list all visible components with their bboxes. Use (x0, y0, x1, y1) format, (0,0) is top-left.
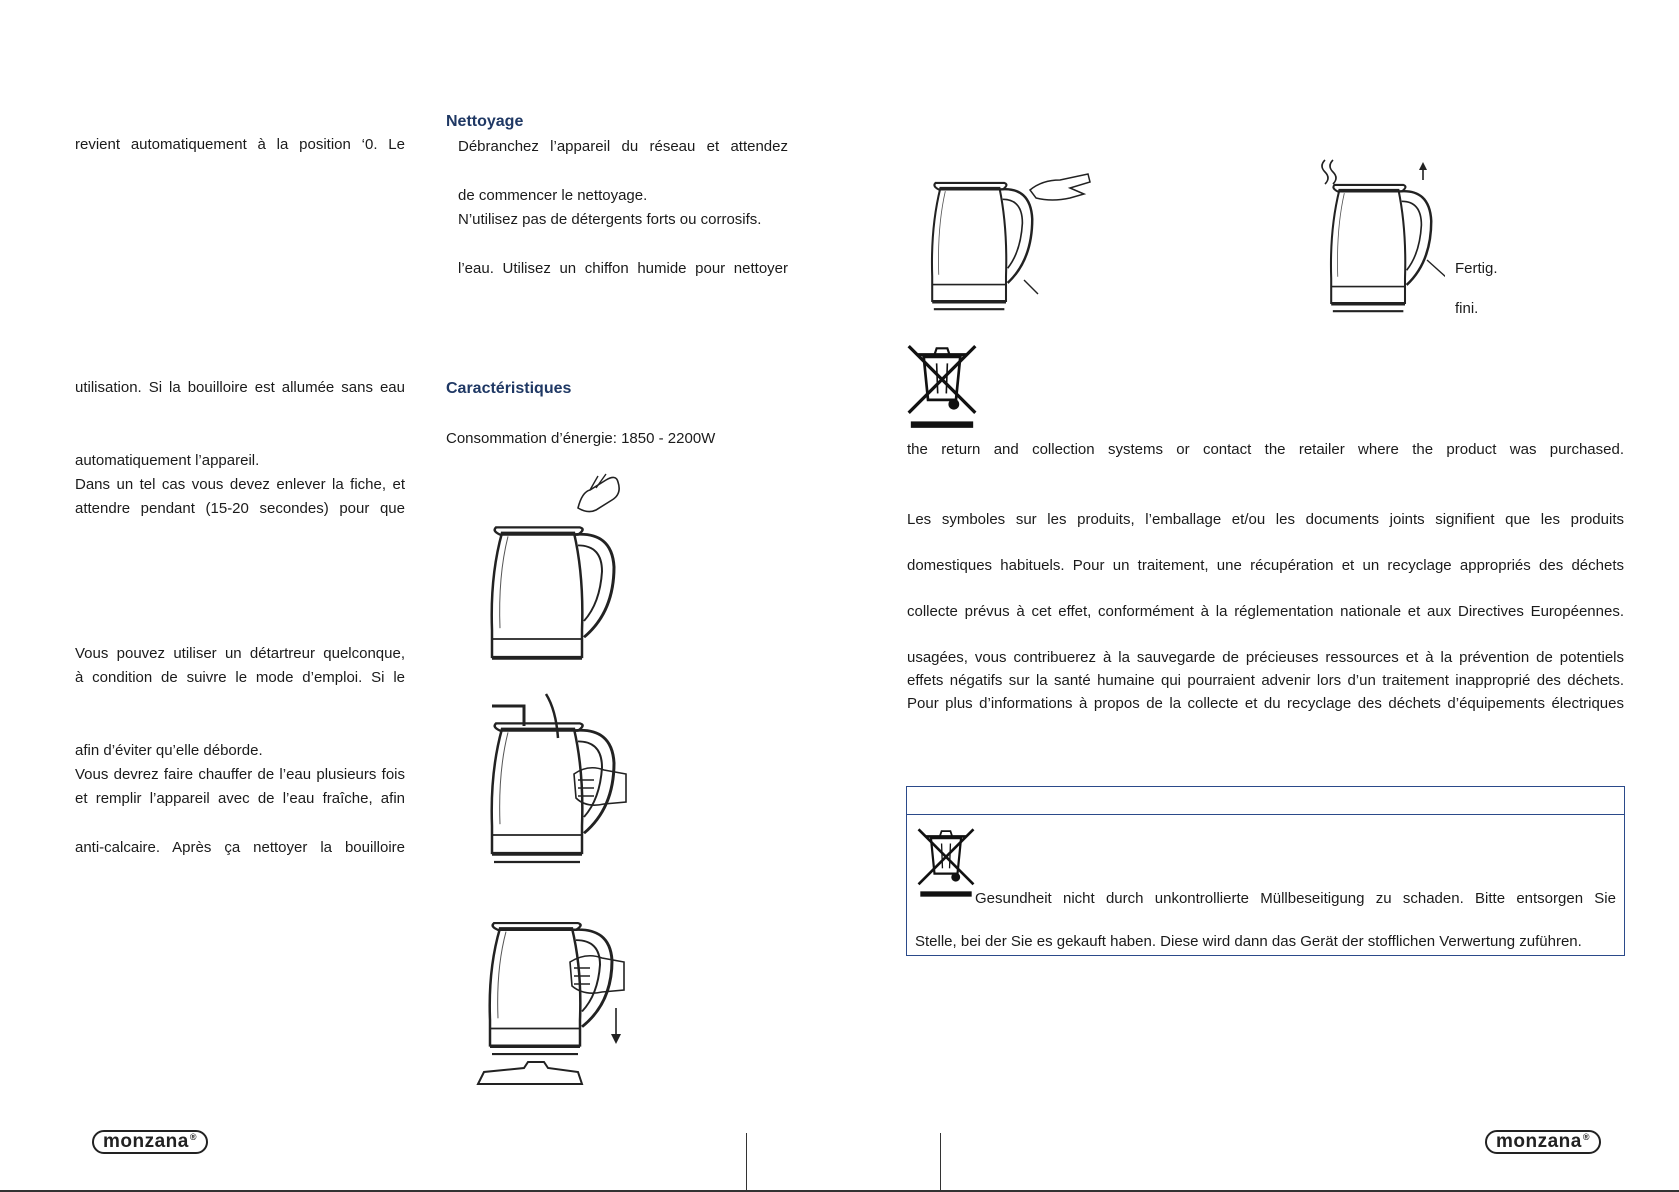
weee-french-line: effets négatifs sur la santé humaine qui pourraient advenir lors d’un traitement inapproprié des déchets. (907, 672, 1624, 689)
text-line: utilisation. Si la bouilloire est allumée sans eau (75, 379, 405, 396)
power-spec: Consommation d’énergie: 1850 - 2200W (446, 430, 716, 447)
label-done-de: Fertig. (1455, 260, 1498, 277)
weee-french-line: Pour plus d’informations à propos de la collecte et du recyclage des déchets d’équipements électriques (907, 695, 1624, 712)
text-line: N’utilisez pas de détergents forts ou corrosifs. (458, 211, 762, 228)
page-separator (746, 1133, 747, 1192)
box-text-line: Stelle, bei der Sie es gekauft haben. Diese wird dann das Gerät der stofflichen Verwertung zuführen. (915, 933, 1582, 950)
weee-english-line: the return and collection systems or contact the retailer where the product was purchased. (907, 441, 1624, 458)
arrow-icon (611, 1008, 621, 1044)
hand-illustration (1030, 174, 1090, 200)
label-done-fr: fini. (1455, 300, 1479, 317)
arrow-icon (1419, 162, 1427, 180)
text-line: Dans un tel cas vous devez enlever la fiche, et (75, 476, 405, 493)
kettle-illustration (474, 912, 644, 1092)
crossed-out-wheelie-bin-icon (904, 344, 980, 435)
brand-logo: monzana® (1485, 1130, 1601, 1154)
german-disposal-box (906, 786, 1625, 956)
text-line: anti-calcaire. Après ça nettoyer la bouilloire (75, 839, 405, 856)
box-text-line: Gesundheit nicht durch unkontrollierte Müllbeseitigung zu schaden. Bitte entsorgen Sie (975, 890, 1616, 907)
text-line: automatiquement l’appareil. (75, 452, 260, 469)
heading-features: Caractéristiques (446, 380, 572, 397)
text-line: Vous pouvez utiliser un détartreur quelconque, (75, 645, 405, 662)
weee-french-line: Les symboles sur les produits, l’emballage et/ou les documents joints signifient que les produits (907, 511, 1624, 528)
text-line: de commencer le nettoyage. (458, 187, 648, 204)
kettle-base (478, 1062, 582, 1084)
hand-illustration (578, 474, 619, 512)
kettle-illustration (476, 690, 646, 880)
box-divider (907, 814, 1624, 815)
text-line: et remplir l’appareil avec de l’eau fraîche, afin (75, 790, 405, 807)
text-line: attendre pendant (15-20 secondes) pour que (75, 500, 405, 517)
crossed-out-wheelie-bin-icon (915, 827, 977, 904)
weee-french-line: domestiques habituels. Pour un traitement, une récupération et un recyclage appropriés des déchets (907, 557, 1624, 574)
text-line: l’eau. Utilisez un chiffon humide pour nettoyer (458, 260, 788, 277)
text-line: Débranchez l’appareil du réseau et attendez (458, 138, 788, 155)
text-line: afin d’éviter qu’elle déborde. (75, 742, 263, 759)
heading-cleaning: Nettoyage (446, 113, 524, 130)
kettle-illustration (1315, 158, 1445, 318)
weee-french-line: collecte prévus à cet effet, conformément à la réglementation nationale et aux Directives Européennes. (907, 603, 1624, 620)
steam-icon (1322, 160, 1336, 184)
kettle-illustration (920, 168, 1100, 318)
text-line: revient automatiquement à la position ‘0. Le (75, 136, 405, 153)
kettle-illustration (476, 470, 636, 660)
text-line: Vous devrez faire chauffer de l’eau plusieurs fois (75, 766, 405, 783)
text-line: à condition de suivre le mode d’emploi. Si le (75, 669, 405, 686)
weee-french-line: usagées, vous contribuerez à la sauvegarde de précieuses ressources et à la prévention de potentiels (907, 649, 1624, 666)
brand-logo: monzana® (92, 1130, 208, 1154)
page-separator (940, 1133, 941, 1192)
